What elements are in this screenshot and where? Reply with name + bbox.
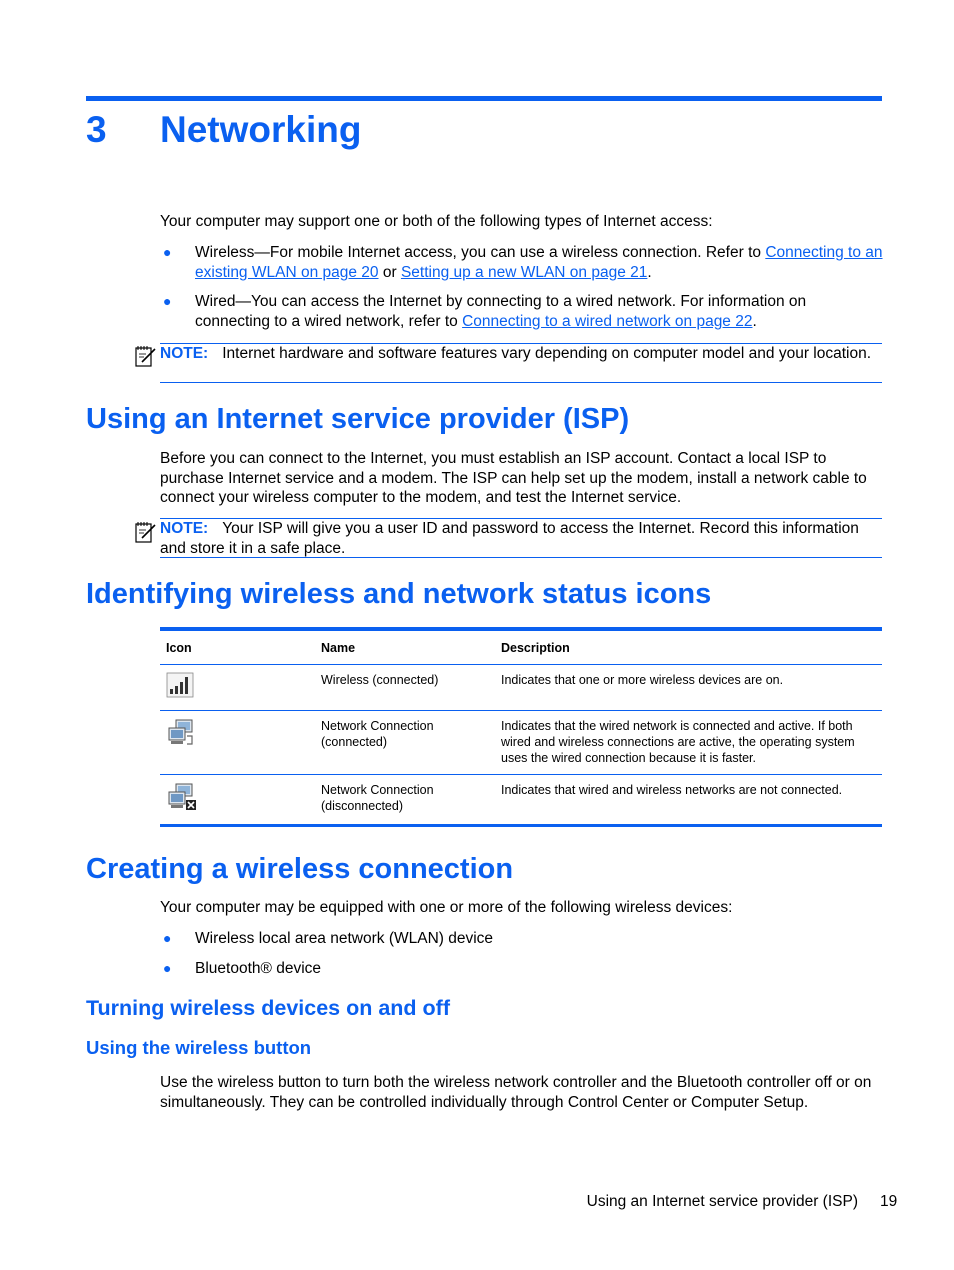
chapter-number: 3 [86,109,107,150]
wireless-heading: Creating a wireless connection [86,853,514,885]
wireless-button-paragraph: Use the wireless button to turn both the wireless network controller and the Bluetooth controller off or on simultaneously. They can be controlled individually through Control Center or Computer Setup. [160,1074,872,1111]
column-header-icon: Icon [160,629,315,664]
note-text: Your ISP will give you a user ID and password to access the Internet. Record this information and store it in a safe place. [160,520,859,557]
link-existing-wlan[interactable]: Connecting to an existing WLAN on page 20 [195,244,883,281]
icon-cell [160,710,315,774]
icon-cell [160,774,315,825]
bullet-wireless-mid: or [378,263,401,281]
network-disconnected-icon [166,782,198,812]
table-row [160,710,882,774]
icon-cell [160,664,315,710]
row-description: Indicates that wired and wireless networks are not connected. [495,774,882,825]
note-label: NOTE: [160,345,209,362]
bullet-icon: ● [163,960,172,976]
wireless-button-heading: Using the wireless button [86,1037,312,1058]
row-name: Network Connection (connected) [315,710,495,774]
footer-section-title: Using an Internet service provider (ISP) [586,1193,858,1210]
table-row [160,664,882,710]
note-box [160,343,882,383]
link-new-wlan[interactable]: Setting up a new WLAN on page 21 [400,263,648,281]
row-name: Wireless (connected) [315,664,495,710]
intro-paragraph: Your computer may support one or both of the following types of Internet access: [160,213,713,230]
wireless-paragraph: Your computer may be equipped with one or more of the following wireless devices: [160,899,733,916]
note-text: Internet hardware and software features vary depending on computer model and your location. [222,345,872,362]
note-icon [134,520,158,544]
bullet-icon: ● [163,244,172,260]
chapter-title: Networking [160,109,362,150]
bullet-wired-lead: Wired—You can access the Internet by connecting to a wired network. For information on connecting to a wired network, refer to [195,293,807,330]
row-description: Indicates that one or more wireless devices are on. [495,664,882,710]
isp-note-box [160,518,882,558]
column-header-description: Description [495,629,882,664]
bullet-wired [195,292,845,331]
turning-devices-heading: Turning wireless devices on and off [86,996,450,1020]
row-name: Network Connection (disconnected) [315,774,495,825]
icons-heading: Identifying wireless and network status icons [86,578,712,610]
bullet-wired-tail: . [752,312,757,330]
bullet-wireless-lead: Wireless—For mobile Internet access, you can use a wireless connection. Refer to [195,244,766,261]
wireless-signal-icon [166,672,194,698]
status-icons-table [160,627,882,827]
column-header-name: Name [315,629,495,664]
bullet-icon: ● [163,293,172,309]
table-row [160,774,882,825]
table-header-row [160,629,882,664]
bullet-icon: ● [163,930,172,946]
note-icon [134,344,158,368]
bullet-wireless-tail: . [647,263,652,281]
link-wired-network[interactable]: Connecting to a wired network on page 22 [462,312,753,330]
bullet-wlan: Wireless local area network (WLAN) device [195,930,494,947]
chapter-rule [86,96,882,101]
row-description: Indicates that the wired network is connected and active. If both wired and wireless connections are active, the operating system uses the wired connection because it is faster. [495,710,882,774]
note-label: NOTE: [160,520,209,537]
isp-heading: Using an Internet service provider (ISP) [86,403,630,435]
network-connected-icon [166,718,196,748]
page-number: 19 [880,1193,898,1210]
isp-paragraph: Before you can connect to the Internet, you must establish an ISP account. Contact a local ISP to purchase Internet service and a modem. The ISP can help set up the modem, install a network cable to connect your wireless computer to the modem, and test the Internet service. [160,450,867,506]
bullet-bluetooth: Bluetooth® device [195,960,322,977]
bullet-wireless [195,243,885,282]
